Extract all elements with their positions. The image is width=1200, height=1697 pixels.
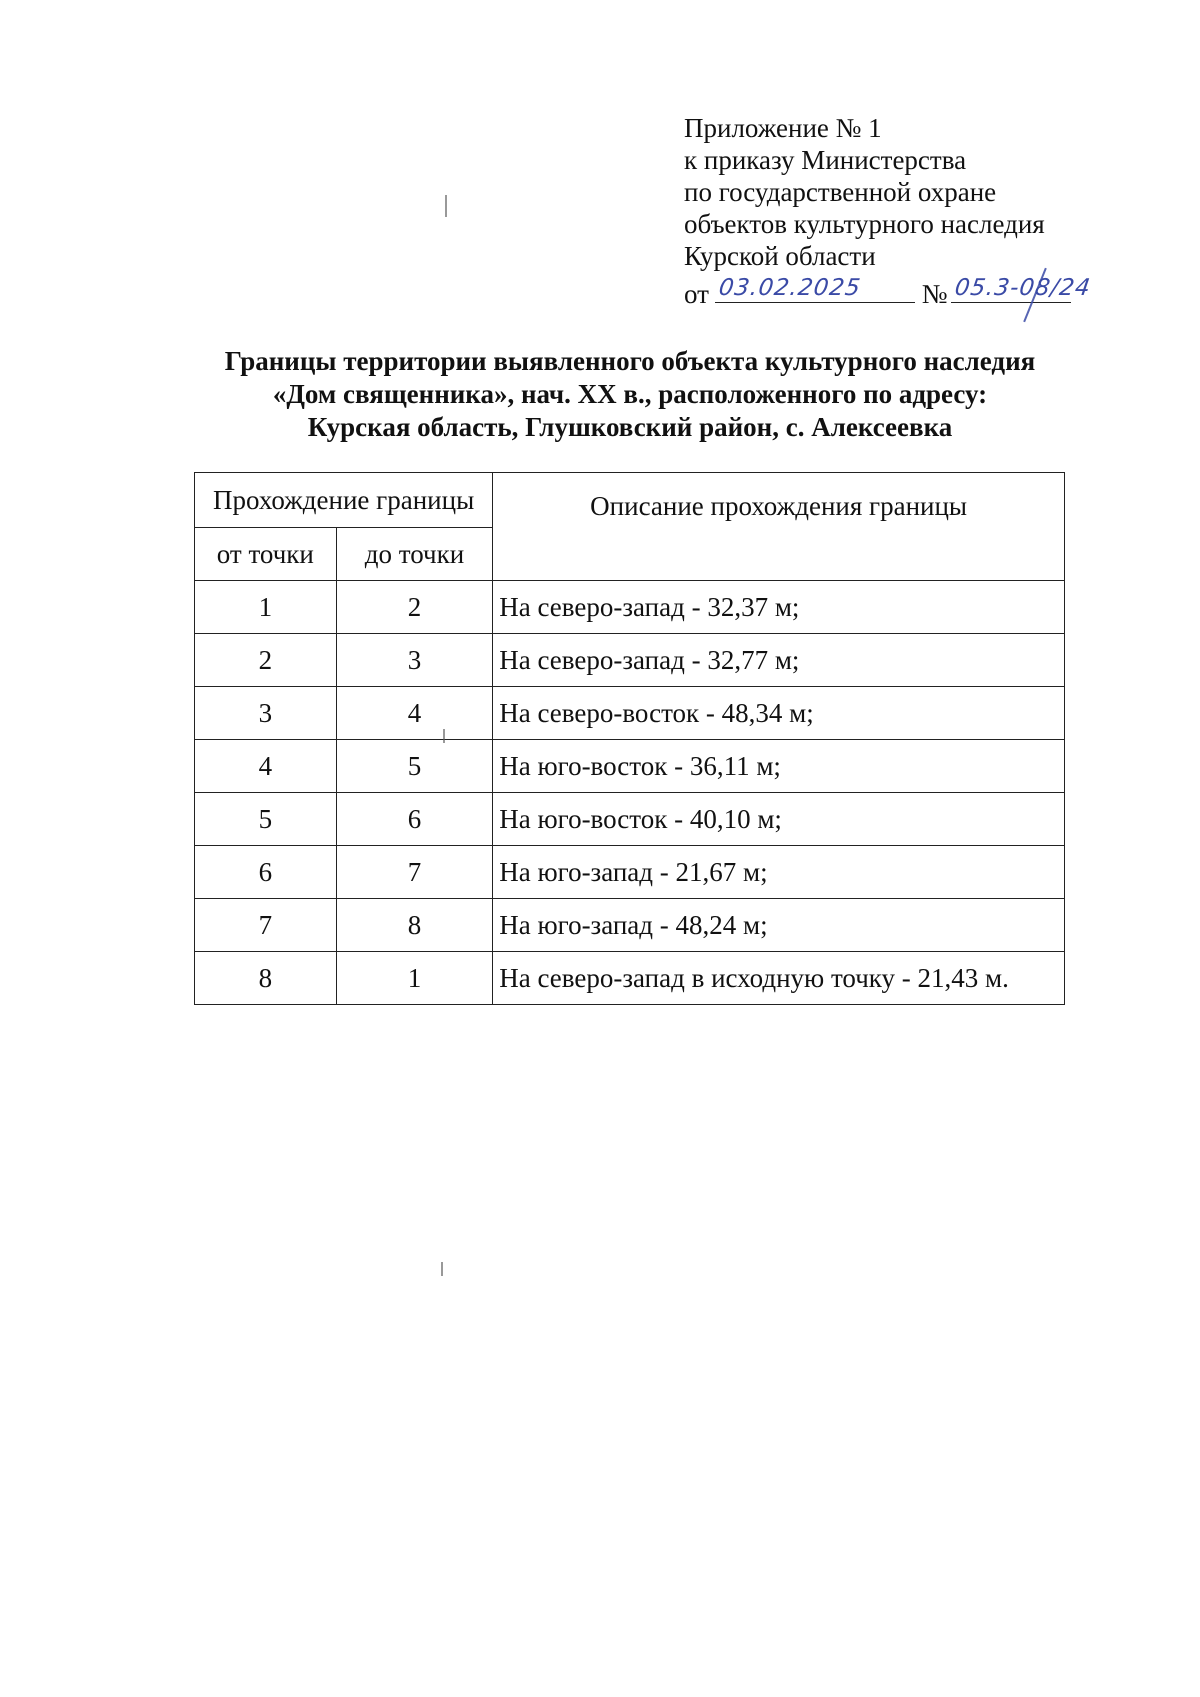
- cell-description: На юго-восток - 36,11 м;: [493, 740, 1065, 793]
- handwritten-date: 03.02.2025: [717, 275, 863, 301]
- cell-to: 1: [336, 952, 493, 1005]
- cell-from: 6: [195, 846, 337, 899]
- cell-to: 3: [336, 634, 493, 687]
- table-row: [195, 846, 1065, 899]
- table-row: [195, 740, 1065, 793]
- table-row: [195, 634, 1065, 687]
- cell-description: На юго-запад - 48,24 м;: [493, 899, 1065, 952]
- cell-to: 8: [336, 899, 493, 952]
- cell-to: 2: [336, 581, 493, 634]
- number-prefix: №: [921, 279, 948, 309]
- cell-description: На юго-запад - 21,67 м;: [493, 846, 1065, 899]
- cell-to: 4: [336, 687, 493, 740]
- title-line-1: Границы территории выявленного объекта культурного наследия: [224, 346, 1036, 376]
- cell-description: На северо-восток - 48,34 м;: [493, 687, 1065, 740]
- cell-description: На северо-запад в исходную точку - 21,43 м.: [493, 952, 1065, 1005]
- date-field: [715, 274, 915, 303]
- header-to-point: до точки: [336, 528, 493, 581]
- table-row: [195, 581, 1065, 634]
- header-boundary-passage: Прохождение границы: [195, 473, 493, 528]
- number-field: [951, 274, 1094, 303]
- cell-to: 7: [336, 846, 493, 899]
- header-line-kursk-region: Курской области: [684, 241, 876, 271]
- table-row: [195, 687, 1065, 740]
- table-row: [195, 899, 1065, 952]
- header-line-appendix-number: Приложение № 1: [684, 113, 882, 143]
- scan-speck: [445, 195, 447, 217]
- boundary-table: [194, 472, 1065, 1005]
- table-row: [195, 952, 1065, 1005]
- handwritten-number: 05.3-08/24: [953, 275, 1094, 301]
- header-description: Описание прохождения границы: [493, 473, 1065, 581]
- date-prefix: от: [684, 279, 709, 309]
- cell-from: 7: [195, 899, 337, 952]
- cell-from: 3: [195, 687, 337, 740]
- table-row: [195, 793, 1065, 846]
- title-line-2: «Дом священника», нач. XX в., расположенного по адресу:: [272, 379, 988, 409]
- cell-from: 5: [195, 793, 337, 846]
- title-line-3: Курская область, Глушковский район, с. Алексеевка: [307, 412, 953, 442]
- cell-from: 4: [195, 740, 337, 793]
- cell-from: 8: [195, 952, 337, 1005]
- document-title: [140, 345, 1120, 444]
- cell-description: На северо-запад - 32,77 м;: [493, 634, 1065, 687]
- scan-speck: [441, 1262, 443, 1276]
- header-line-order-of-ministry: к приказу Министерства: [684, 145, 967, 175]
- header-line-cultural-heritage: объектов культурного наследия: [684, 209, 1045, 239]
- cell-description: На юго-восток - 40,10 м;: [493, 793, 1065, 846]
- cell-to: 5: [336, 740, 493, 793]
- cell-to: 6: [336, 793, 493, 846]
- cell-from: 2: [195, 634, 337, 687]
- header-line-state-protection: по государственной охране: [684, 177, 997, 207]
- cell-description: На северо-запад - 32,37 м;: [493, 581, 1065, 634]
- scan-speck: [443, 729, 445, 743]
- header-from-point: от точки: [195, 528, 337, 581]
- cell-from: 1: [195, 581, 337, 634]
